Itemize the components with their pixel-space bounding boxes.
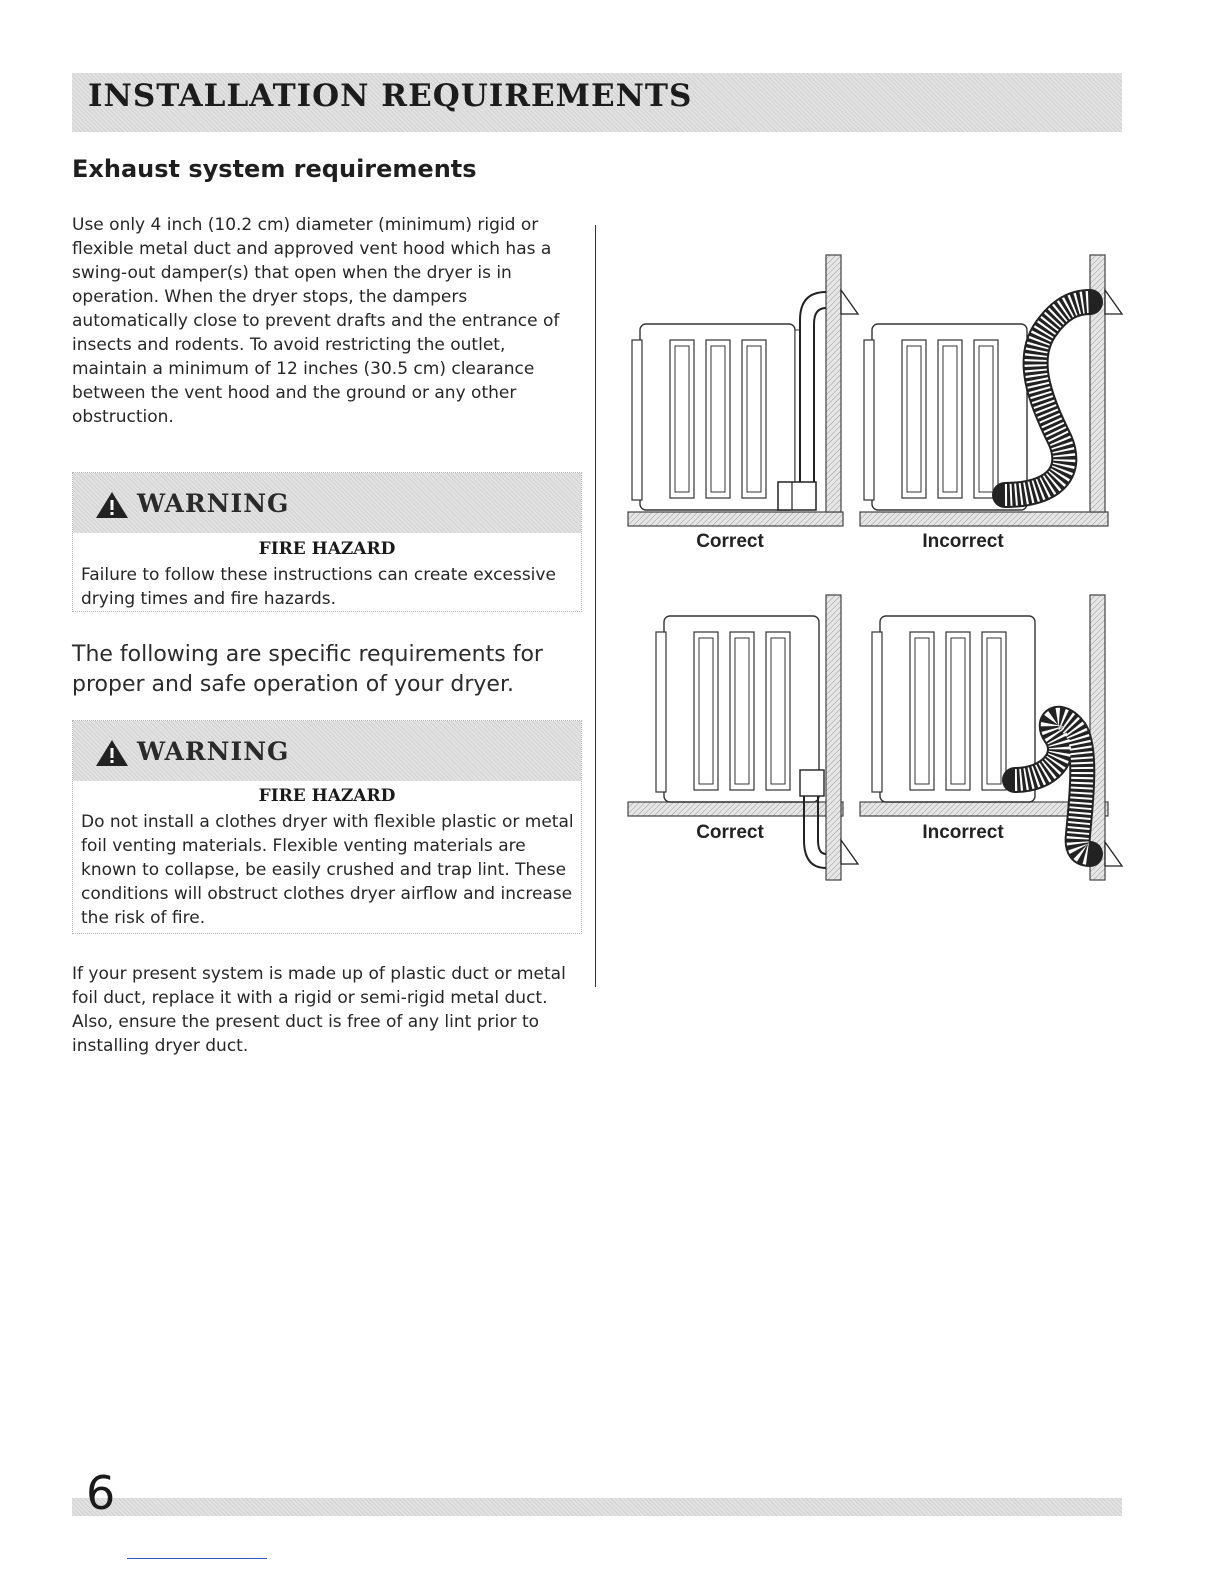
caption-correct-bottom: Correct: [696, 822, 764, 843]
caption-incorrect-top: Incorrect: [922, 531, 1004, 552]
warning-body: Do not install a clothes dryer with flexible plastic or metal foil venting materials. Flexible venting materials are known to collapse, be easily crushed and trap lint. These conditions will obstruct clothes dryer airflow and increase the risk of fire.: [81, 812, 574, 928]
diagram-correct-rigid-up: [628, 255, 858, 526]
floor: [628, 512, 843, 526]
warning-body: Failure to follow these instructions can create excessive drying times and fire hazards.: [81, 565, 556, 609]
caption-incorrect-bottom: Incorrect: [922, 822, 1004, 843]
vent-hood: [841, 290, 858, 314]
warning-subtitle: FIRE HAZARD: [258, 539, 396, 559]
warning-label: WARNING: [137, 737, 290, 766]
footer-link-line: [127, 1558, 267, 1559]
page-number: 6: [86, 1466, 116, 1520]
warning-box-fire-hazard: [72, 472, 582, 612]
warning-triangle-icon: [95, 491, 129, 519]
page-title: INSTALLATION REQUIREMENTS: [88, 78, 693, 114]
column-divider: [595, 225, 596, 987]
caption-correct-top: Correct: [696, 531, 764, 552]
wall: [826, 595, 841, 880]
venting-diagram: [620, 250, 1140, 890]
vent-hood: [1105, 842, 1122, 866]
warning-box-venting-materials: [72, 720, 582, 934]
wall: [1090, 595, 1105, 880]
dryer: [640, 324, 795, 510]
warning-label: WARNING: [137, 489, 290, 518]
warning-triangle-icon: [95, 739, 129, 767]
vent-hood: [1105, 290, 1122, 314]
intro-paragraph: Use only 4 inch (10.2 cm) diameter (minimum) rigid or flexible metal duct and approved vent hood which has a swing-out damper(s) that open when the dryer is in operation. When the dryer stops, the dampers automatically close to prevent drafts and the entrance of insects and rodents. To avoid restricting the outlet, maintain a minimum of 12 inches (30.5 cm) clearance between the vent hood and the ground or any other obstruction.: [72, 215, 560, 427]
wall: [826, 255, 841, 512]
diagram-incorrect-flex-up: [860, 255, 1122, 526]
vent-hood: [841, 840, 858, 864]
warning-subtitle: FIRE HAZARD: [258, 786, 396, 806]
dryer: [664, 616, 819, 802]
footer-band: [72, 1498, 1122, 1516]
closing-paragraph: If your present system is made up of plastic duct or metal foil duct, replace it with a rigid or semi-rigid metal duct. Also, ensure the present duct is free of any lint prior to installing dryer duct.: [72, 964, 566, 1056]
lead-paragraph: The following are specific requirements for proper and safe operation of your dryer.: [72, 642, 543, 697]
floor: [628, 802, 843, 816]
floor: [860, 512, 1108, 526]
section-title: Exhaust system requirements: [72, 155, 477, 183]
